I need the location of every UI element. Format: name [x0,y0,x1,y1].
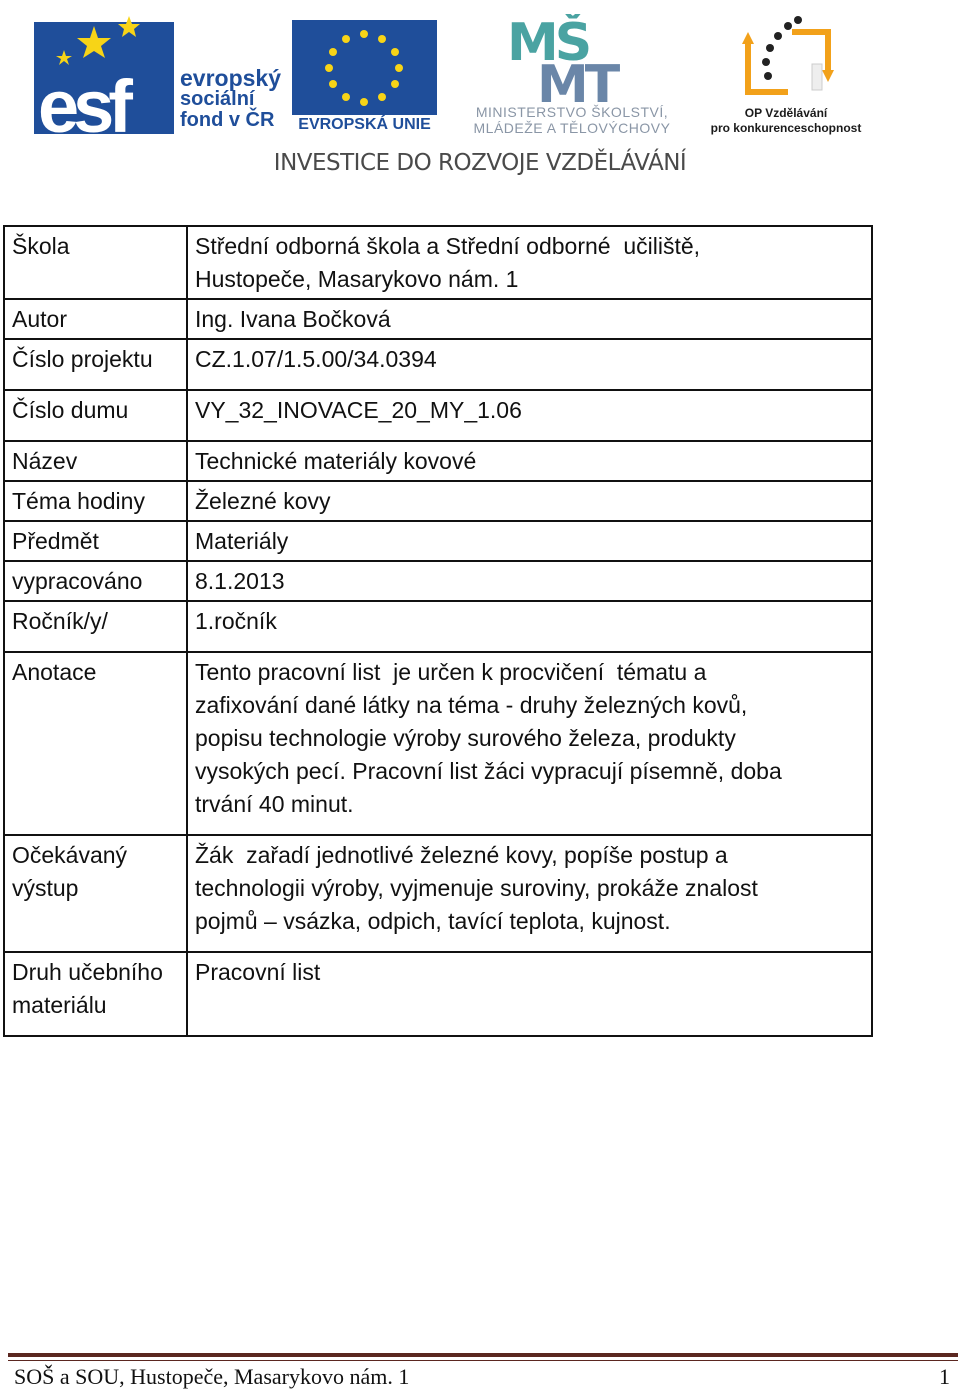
row-value-line: Železné kovy [195,488,331,514]
esf-caption [180,65,282,131]
esf-caption-line3: fond v ČR [180,109,275,131]
row-value-line: 8.1.2013 [195,568,285,594]
row-value-cell [187,601,872,652]
row-value-cell [187,481,872,521]
row-value-cell [187,390,872,441]
row-label: Číslo projektu [12,346,153,372]
row-value-line: technologii výroby, vyjmenuje suroviny, prokáže znalost [195,875,758,901]
row-label-cell [4,521,187,561]
row-label: Předmět [12,528,99,554]
row-label-cell [4,481,187,521]
op-caption-line1: OP Vzdělávání [744,106,828,120]
table-row [4,390,872,441]
row-label-cell [4,835,187,952]
row-label-cell [4,441,187,481]
msmt-caption [447,104,697,136]
row-label: vypracováno [12,568,143,594]
page-number: 1 [939,1364,950,1389]
row-value-line: trvání 40 minut. [195,791,354,817]
table-row [4,339,872,390]
row-value-cell [187,339,872,390]
op-logo [740,14,840,106]
table-row [4,226,872,299]
document-info-table [3,225,873,1037]
esf-caption-line2: sociální [180,88,255,110]
row-value-line: 1.ročník [195,608,277,634]
esf-mark: esf [38,65,127,139]
row-value-line: CZ.1.07/1.5.00/34.0394 [195,346,437,372]
row-value-line: vysokých pecí. Pracovní list žáci vypracují písemně, doba [195,758,782,784]
row-label-cell [4,601,187,652]
row-label: Škola [12,233,70,259]
table-row [4,561,872,601]
row-value-cell [187,299,872,339]
row-label-cell [4,952,187,1036]
row-value-line: Technické materiály kovové [195,448,477,474]
row-label: Anotace [12,659,97,685]
row-value-cell [187,441,872,481]
footer-rule [8,1353,958,1357]
row-value-line: Střední odborná škola a Střední odborné učiliště, [195,233,701,259]
logo-banner [0,0,960,200]
row-value-cell [187,652,872,835]
row-value-cell [187,226,872,299]
msmt-mark-top: MŠ [507,14,589,73]
row-label-line: Očekávaný [12,842,128,868]
msmt-caption-line1: MINISTERSTVO ŠKOLSTVÍ, [475,104,669,120]
row-label-cell [4,299,187,339]
row-label-line: materiálu [12,992,107,1018]
footer-text: SOŠ a SOU, Hustopeče, Masarykovo nám. 1 [14,1364,410,1389]
row-value-cell [187,521,872,561]
row-label: Název [12,448,78,474]
info-table-body [4,226,872,1036]
table-row [4,601,872,652]
row-label: Ročník/y/ [12,608,108,634]
row-value-line: popisu technologie výroby surového železa, produkty [195,725,736,751]
table-row [4,521,872,561]
row-value-line: Ing. Ivana Bočková [195,306,391,332]
row-value-line: Tento pracovní list je určen k procvičení tématu a [195,659,707,685]
row-label: Autor [12,306,67,332]
row-label-cell [4,226,187,299]
table-row [4,441,872,481]
row-label: Téma hodiny [12,488,145,514]
row-value-line: Materiály [195,528,289,554]
row-label-cell [4,652,187,835]
table-row [4,835,872,952]
msmt-mark-bottom: MT [537,55,617,104]
row-value-cell [187,561,872,601]
row-value-line: Pracovní list [195,959,321,985]
op-caption-line2: pro konkurenceschopnost [710,121,862,135]
row-value-line: VY_32_INOVACE_20_MY_1.06 [195,397,522,423]
row-value-line: pojmů – vsázka, odpich, tavící teplota, kujnost. [195,908,671,934]
row-value-cell [187,835,872,952]
row-label-line: Druh učebního [12,959,163,985]
footer-rule-thin [8,1360,958,1361]
row-label-cell [4,561,187,601]
msmt-logo [505,14,645,104]
eu-flag-icon [292,20,437,115]
row-label: Číslo dumu [12,397,129,423]
row-label-cell [4,339,187,390]
row-value-line: zafixování dané látky na téma - druhy železných kovů, [195,692,748,718]
row-label-cell [4,390,187,441]
row-value-line: Hustopeče, Masarykovo nám. 1 [195,266,519,292]
table-row [4,652,872,835]
row-label-line: výstup [12,875,79,901]
row-value-cell [187,952,872,1036]
table-row [4,952,872,1036]
op-caption [704,106,868,136]
esf-logo [34,14,179,139]
table-row [4,299,872,339]
table-row [4,481,872,521]
eu-caption: EVROPSKÁ UNIE [298,116,431,133]
msmt-caption-line2: MLÁDEŽE A TĚLOVÝCHOVY [473,120,671,136]
esf-caption-line1: evropský [180,65,282,91]
investment-tagline: INVESTICE DO ROZVOJE VZDĚLÁVÁNÍ [273,150,687,176]
row-value-line: Žák zařadí jednotlivé železné kovy, popíše postup a [195,842,728,868]
